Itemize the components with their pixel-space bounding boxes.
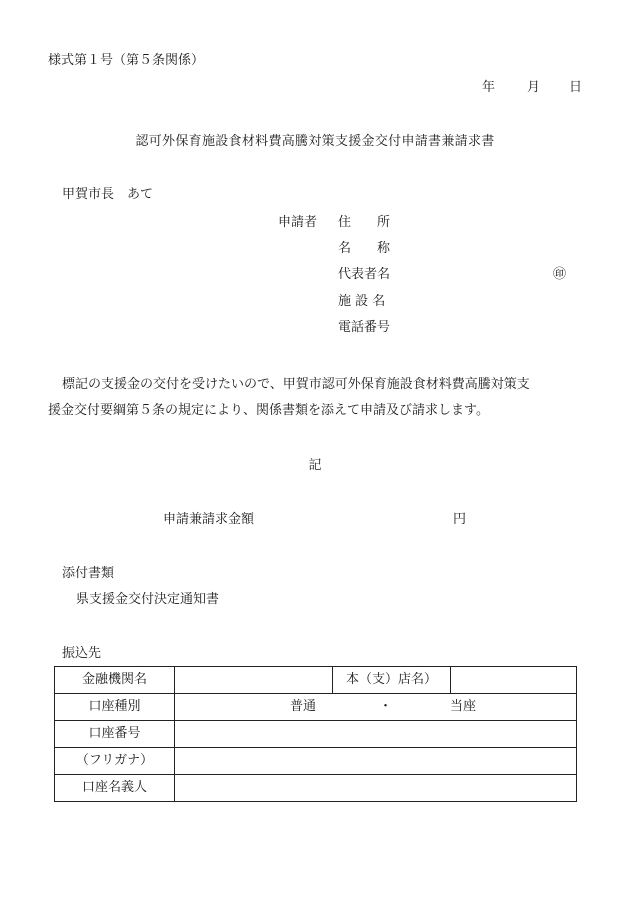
body-text-line-1: 標記の支援金の交付を受けたいので、甲賀市認可外保育施設食材料費高騰対策支 bbox=[62, 377, 530, 392]
applicant-name-label: 名 称 bbox=[338, 241, 391, 256]
date-year: 年 bbox=[482, 80, 496, 95]
attachments-heading: 添付書類 bbox=[62, 566, 115, 581]
applicant-phone-label: 電話番号 bbox=[338, 320, 391, 335]
bank-name-label: 金融機関名 bbox=[55, 667, 175, 694]
document-title: 認可外保育施設食材料費高騰対策支援金交付申請書兼請求書 bbox=[135, 134, 495, 149]
amount-unit: 円 bbox=[453, 512, 467, 527]
table-row bbox=[55, 667, 577, 694]
date-month: 月 bbox=[527, 80, 541, 95]
attachment-item: 県支援金交付決定通知書 bbox=[76, 592, 220, 607]
body-text-line-2: 援金交付要綱第５条の規定により、関係書類を添えて申請及び請求します。 bbox=[48, 403, 489, 418]
applicant-address-label: 住 所 bbox=[338, 215, 391, 230]
table-row bbox=[55, 775, 577, 802]
furigana-field[interactable] bbox=[175, 748, 577, 775]
applicant-label: 申請者 bbox=[278, 215, 318, 230]
table-row bbox=[55, 694, 577, 721]
furigana-label: （フリガナ） bbox=[55, 748, 175, 775]
applicant-representative-label: 代表者名 bbox=[338, 267, 391, 282]
applicant-facility-label: 施 設 名 bbox=[338, 294, 386, 309]
account-type-current[interactable]: 当座 bbox=[450, 699, 477, 714]
table-row bbox=[55, 721, 577, 748]
account-type-separator: ・ bbox=[379, 699, 393, 714]
account-type-regular[interactable]: 普通 bbox=[290, 699, 317, 714]
date-day: 日 bbox=[569, 80, 583, 95]
ki-mark: 記 bbox=[308, 458, 322, 473]
transfer-heading: 振込先 bbox=[62, 646, 102, 661]
account-type-label: 口座種別 bbox=[55, 694, 175, 721]
branch-label: 本（支）店名） bbox=[333, 667, 451, 694]
form-number: 様式第１号（第５条関係） bbox=[48, 53, 205, 68]
branch-field[interactable] bbox=[451, 667, 577, 694]
table-row bbox=[55, 748, 577, 775]
date-line bbox=[0, 80, 630, 96]
seal-mark: ㊞ bbox=[553, 267, 567, 282]
account-number-field[interactable] bbox=[175, 721, 577, 748]
bank-name-field[interactable] bbox=[175, 667, 333, 694]
account-type-field[interactable] bbox=[175, 694, 577, 721]
account-holder-label: 口座名義人 bbox=[55, 775, 175, 802]
amount-label: 申請兼請求金額 bbox=[163, 512, 255, 527]
account-holder-field[interactable] bbox=[175, 775, 577, 802]
transfer-table bbox=[54, 666, 577, 802]
addressee: 甲賀市長 あて bbox=[62, 187, 154, 202]
account-number-label: 口座番号 bbox=[55, 721, 175, 748]
